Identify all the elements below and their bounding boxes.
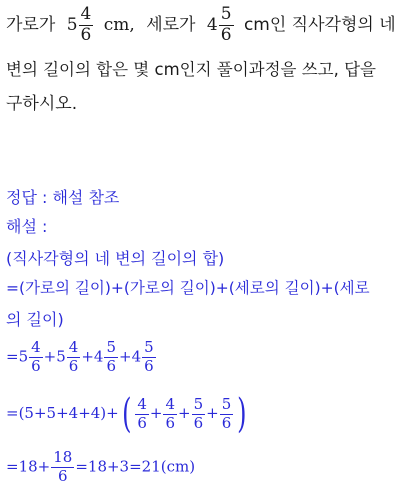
equation-3: =18+ $\frac{18}{6}$ =18+3=21(cm) (6, 448, 196, 485)
width-mixed-number: 5 $\frac{4}{6}$ (66, 4, 92, 45)
right-paren: ) (237, 391, 247, 437)
fraction: $\frac{4}{6}$ (31, 338, 41, 375)
fraction: $\frac{4}{6}$ (137, 394, 147, 432)
answer-label: 정답 : 해설 참조 (6, 188, 120, 207)
fraction: $\frac{5}{6}$ (144, 338, 154, 375)
question-text: 가로가 (6, 14, 56, 35)
fraction: $\frac{4}{6}$ (68, 338, 79, 375)
question-line-2: 변의 길이의 합은 몇 cm인지 풀이과정을 쓰고, 답을 (6, 60, 376, 79)
explanation-step-2: =(가로의 길이)+(가로의 길이)+(세로의 길이)+(세로 (6, 279, 370, 297)
question-text: 세로가 (146, 14, 196, 35)
question-line-3: 구하시오. (6, 94, 78, 114)
equation-1: =5 $\frac{4}{6}$ +5 $\frac{4}{6}$ +4 $\frac{5}{6}$ +4 $\frac{5}{6}$ (6, 338, 154, 375)
fraction: $\frac{4}{6}$ (165, 394, 176, 432)
fraction: $\frac{5}{6}$ (193, 394, 204, 432)
fraction: $\frac{5}{6}$ (220, 4, 232, 45)
explanation-label: 해설 : (6, 217, 48, 236)
fraction: $\frac{5}{6}$ (221, 394, 232, 432)
height-mixed-number: 4 $\frac{5}{6}$ (206, 4, 232, 45)
explanation-step-3: 의 길이) (6, 310, 64, 329)
unit-text: cm, (103, 14, 135, 35)
explanation-step-1: (직사각형의 네 변의 길이의 합) (6, 249, 225, 268)
left-paren: ( (121, 391, 132, 437)
question-text: cm인 직사각형의 네 (243, 14, 396, 35)
question-line-1 (6, 6, 396, 45)
fraction: $\frac{4}{6}$ (80, 4, 92, 45)
fraction: $\frac{18}{6}$ (53, 448, 73, 485)
fraction: $\frac{5}{6}$ (106, 338, 117, 375)
equation-2: =(5+5+4+4)+( $\frac{4}{6}$ + $\frac{4}{6}$ + $\frac{5}{6}$ + $\frac{5}{6}$ ) (6, 391, 247, 437)
